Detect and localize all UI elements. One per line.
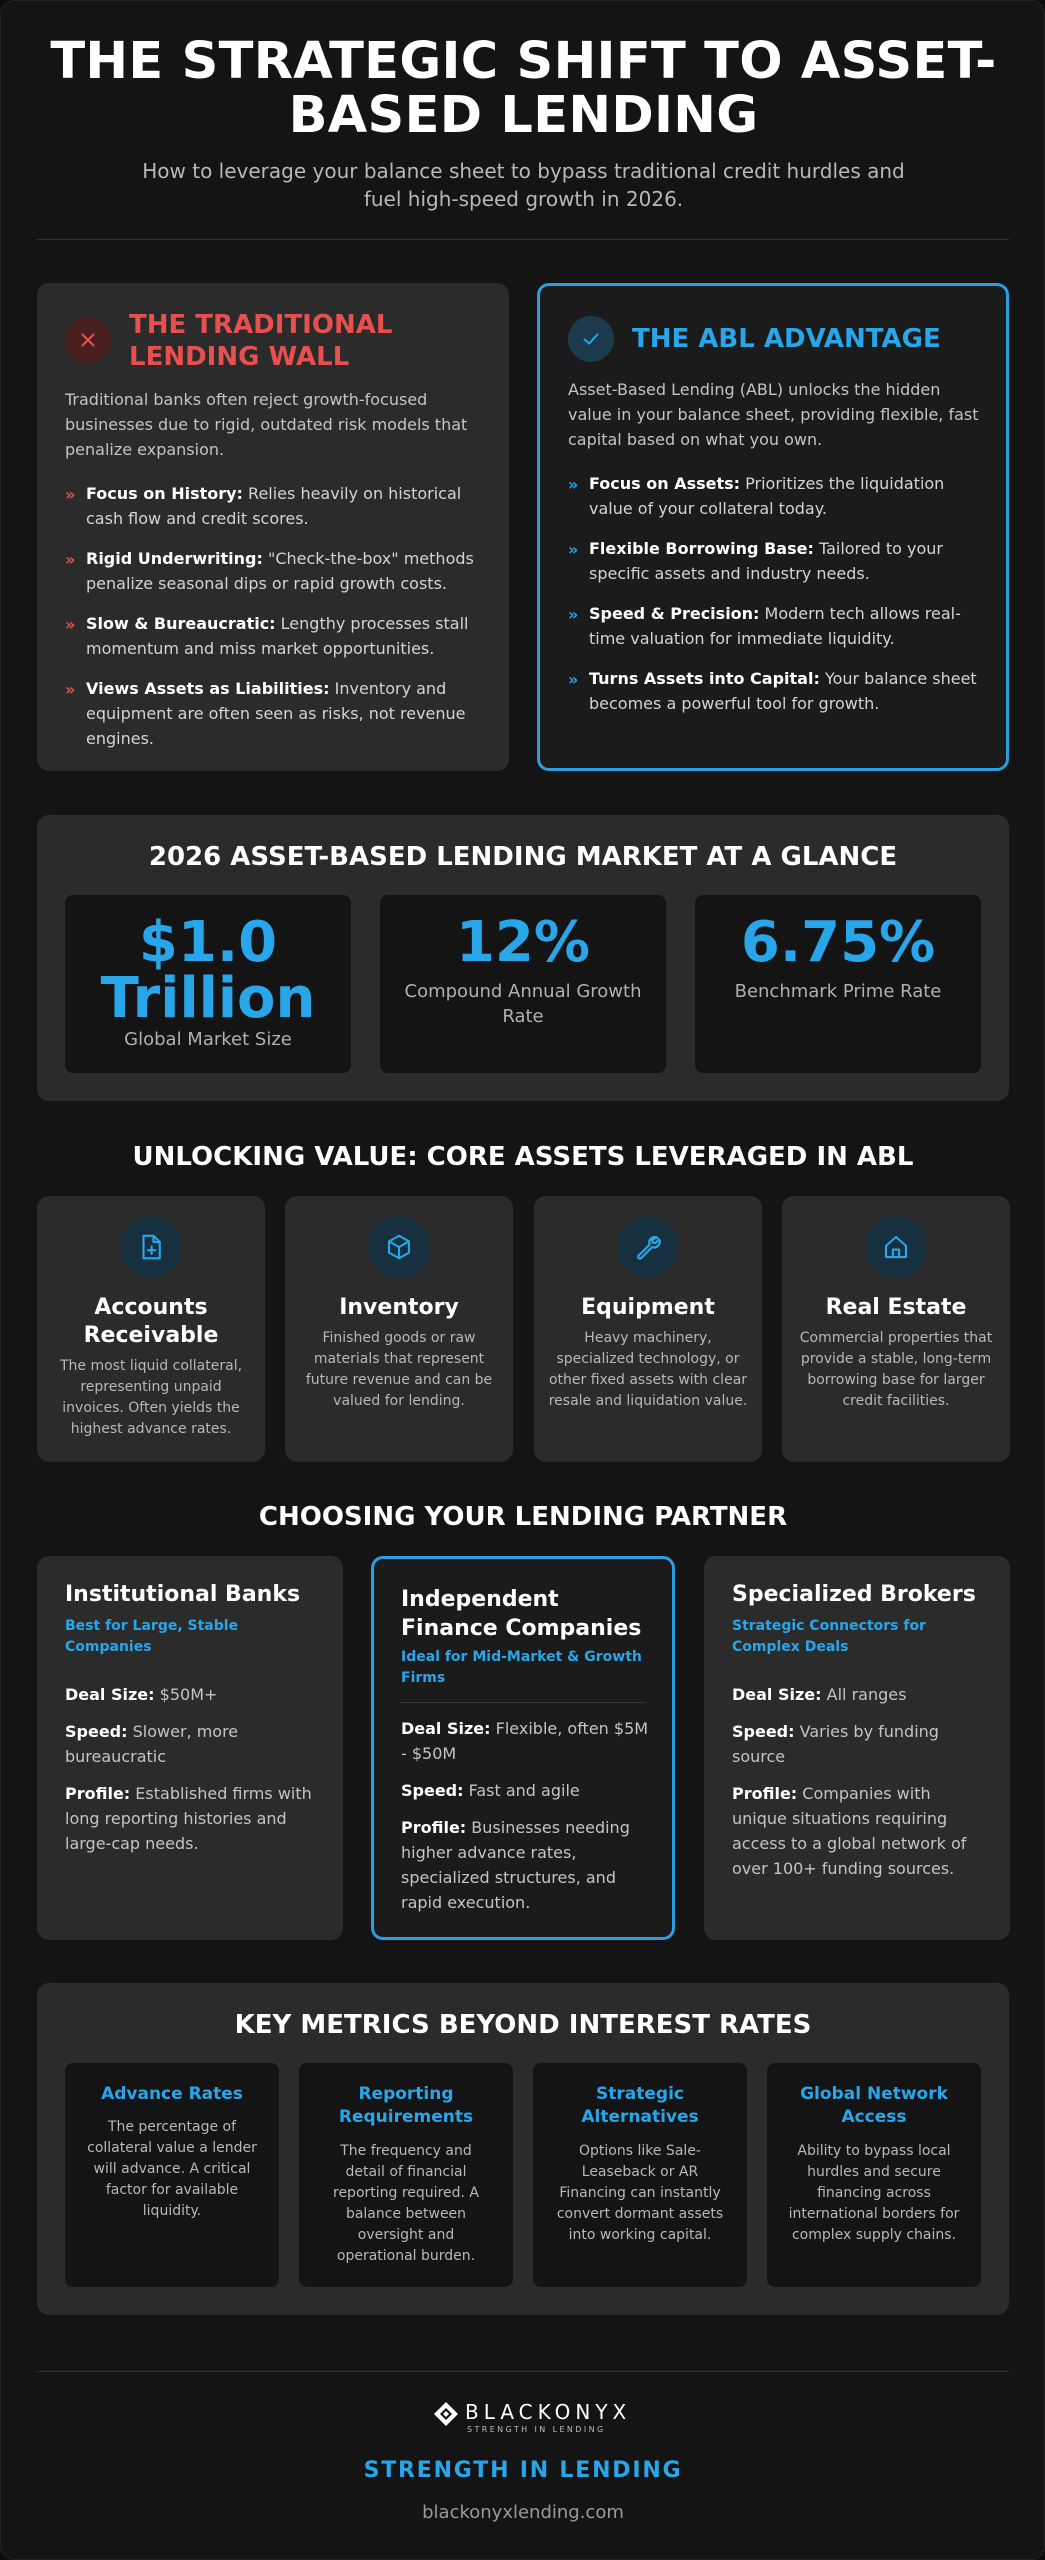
logo-subtitle: STRENGTH IN LENDING (467, 2425, 606, 2434)
metrics-title: KEY METRICS BEYOND INTEREST RATES (234, 2010, 812, 2040)
x-icon (65, 317, 111, 363)
blackonyx-logo (433, 2399, 632, 2439)
partner-row: Deal Size: Flexible, often $5M - $50M (401, 1719, 649, 1763)
market-stats-section (37, 815, 1009, 1101)
asset-title: Real Estate (825, 1295, 967, 1320)
asset-desc: Commercial properties that provide a stable, long-term borrowing base for larger credit facilities. (799, 1330, 993, 1409)
metric-desc: Ability to bypass local hurdles and secure financing across international borders for complex supply chains. (788, 2143, 960, 2243)
partner-tag: Best for Large, Stable Companies (65, 1618, 239, 1655)
partner-row: Speed: Fast and agile (401, 1781, 580, 1800)
metric-card (299, 2063, 513, 2287)
asset-desc: Finished goods or raw materials that represent future revenue and can be valued for lending. (305, 1330, 493, 1409)
stat-value: $1.0 Trillion (100, 910, 316, 1031)
key-metrics-section (37, 1983, 1009, 2315)
traditional-lending-card (37, 283, 509, 771)
asset-card (285, 1196, 513, 1462)
asset-card (534, 1196, 762, 1462)
partners-title: CHOOSING YOUR LENDING PARTNER (258, 1502, 788, 1532)
onyx-gem-icon (433, 2401, 459, 2427)
metric-card (65, 2063, 279, 2287)
traditional-bullet-list (65, 481, 485, 766)
metric-title: Strategic Alternatives (581, 2084, 699, 2127)
header-divider (37, 239, 1009, 240)
partner-card (704, 1556, 1010, 1940)
website-link[interactable]: blackonyxlending.com (422, 2502, 624, 2523)
abl-bullet: » Turns Assets into Capital: Your balance sheet becomes a powerful tool for growth. (568, 669, 977, 713)
metric-title: Reporting Requirements (338, 2084, 474, 2127)
partner-row: Profile: Companies with unique situations requiring access to a global network of over 100+ funding sources. (732, 1784, 967, 1878)
stat-card (380, 895, 666, 1073)
traditional-intro: Traditional banks often reject growth-focused businesses due to rigid, outdated risk models that penalize expansion. (65, 390, 468, 459)
asset-card (37, 1196, 265, 1462)
abl-bullet: » Flexible Borrowing Base: Tailored to your specific assets and industry needs. (568, 539, 943, 583)
traditional-bullet: » Focus on History: Relies heavily on historical cash flow and credit scores. (65, 484, 462, 528)
page-subtitle: How to leverage your balance sheet to bypass traditional credit hurdles and fuel high-speed growth in 2026. (142, 159, 905, 211)
stat-value: 12% (455, 910, 591, 975)
asset-title: Accounts Receivable (83, 1295, 219, 1348)
partner-tag: Ideal for Mid-Market & Growth Firms (401, 1649, 642, 1686)
abl-bullet: » Speed & Precision: Modern tech allows real-time valuation for immediate liquidity. (568, 604, 961, 648)
metric-card (767, 2063, 981, 2287)
abl-bullet: » Focus on Assets: Prioritizes the liquidation value of your collateral today. (568, 474, 945, 518)
asset-card (782, 1196, 1010, 1462)
asset-desc: Heavy machinery, specialized technology, or other fixed assets with clear resale and liquidation value. (548, 1330, 748, 1409)
check-icon (568, 316, 614, 362)
partner-row: Deal Size: $50M+ (65, 1685, 218, 1704)
metric-desc: The percentage of collateral value a lender will advance. A critical factor for available liquidity. (87, 2119, 257, 2219)
asset-desc: The most liquid collateral, representing unpaid invoices. Often yields the highest advance rates. (59, 1358, 243, 1437)
metric-desc: The frequency and detail of financial reporting required. A balance between oversight and operational burden. (333, 2143, 479, 2264)
partner-divider (401, 1702, 645, 1703)
stat-label: Compound Annual Growth Rate (404, 981, 642, 1027)
metric-card (533, 2063, 747, 2287)
abl-intro: Asset-Based Lending (ABL) unlocks the hidden value in your balance sheet, providing flexible, fast capital based on what you own. (568, 380, 979, 449)
metric-desc: Options like Sale-Leaseback or AR Financing can instantly convert dormant assets into working capital. (556, 2143, 724, 2243)
partner-row: Speed: Varies by funding source (732, 1722, 939, 1766)
logo-name: BLACKONYX (465, 2400, 632, 2424)
traditional-title: THE TRADITIONAL LENDING WALL (129, 310, 393, 372)
wrench-icon (617, 1216, 679, 1278)
stat-label: Global Market Size (124, 1029, 292, 1050)
traditional-bullet: » Rigid Underwriting: "Check-the-box" methods penalize seasonal dips or rapid growth costs. (65, 549, 474, 593)
partner-title: Institutional Banks (65, 1582, 301, 1607)
assets-title: UNLOCKING VALUE: CORE ASSETS LEVERAGED IN ABL (132, 1142, 914, 1172)
partner-row: Deal Size: All ranges (732, 1685, 907, 1704)
box-icon (368, 1216, 430, 1278)
traditional-bullet: » Views Assets as Liabilities: Inventory and equipment are often seen as risks, not revenue engines. (65, 679, 466, 748)
document-plus-icon (120, 1216, 182, 1278)
metric-title: Global Network Access (800, 2084, 948, 2127)
partner-tag: Strategic Connectors for Complex Deals (732, 1618, 926, 1655)
abl-title: THE ABL ADVANTAGE (632, 324, 941, 354)
asset-title: Inventory (339, 1295, 459, 1320)
partner-row: Profile: Businesses needing higher advance rates, specialized structures, and rapid execution. (401, 1818, 630, 1912)
asset-title: Equipment (581, 1295, 715, 1320)
abl-bullet-list (568, 471, 988, 731)
partner-row: Speed: Slower, more bureaucratic (65, 1722, 239, 1766)
traditional-bullet: » Slow & Bureaucratic: Lengthy processes stall momentum and miss market opportunities. (65, 614, 469, 658)
footer-tagline: STRENGTH IN LENDING (363, 2458, 683, 2483)
market-title: 2026 ASSET-BASED LENDING MARKET AT A GLANCE (148, 842, 898, 872)
stat-card (65, 895, 351, 1073)
metric-title: Advance Rates (101, 2084, 243, 2104)
stat-card (695, 895, 981, 1073)
partner-card (37, 1556, 343, 1940)
partner-card-featured (371, 1556, 675, 1940)
abl-advantage-card (537, 283, 1009, 771)
stat-label: Benchmark Prime Rate (734, 981, 942, 1002)
house-icon (865, 1216, 927, 1278)
partner-title: Independent Finance Companies (401, 1587, 642, 1641)
stat-value: 6.75% (740, 910, 936, 975)
partner-title: Specialized Brokers (732, 1582, 976, 1607)
footer-divider (37, 2371, 1009, 2372)
page-title: THE STRATEGIC SHIFT TO ASSET-BASED LENDING (50, 32, 997, 145)
partner-row: Profile: Established firms with long reporting histories and large-cap needs. (65, 1784, 312, 1853)
